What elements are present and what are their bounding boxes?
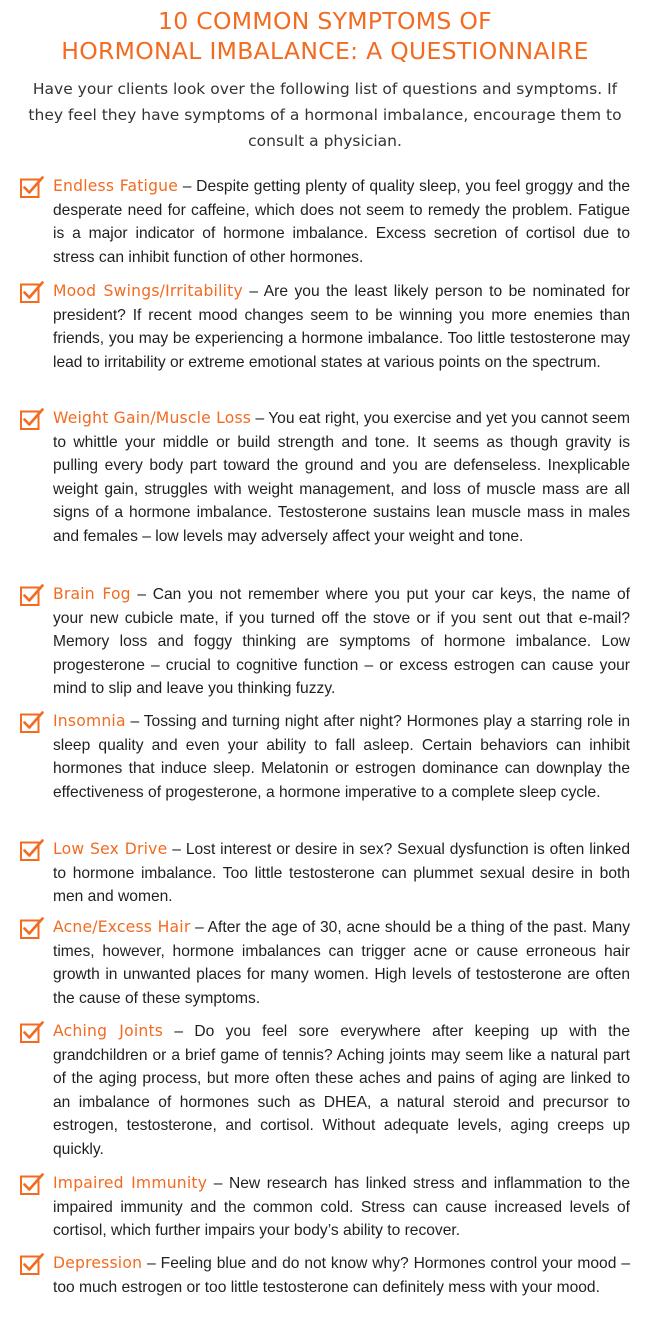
symptom-description: – Do you feel sore everywhere after keeping up with the grandchildren or a brief game of tennis? Aching joints may seem like a natural part of the aging process, but more often these aches and pains of aging are linked to an imbalance of hormones such as DHEA, a natural steroid and precursor to estrogen, testosterone, and cortisol. Without adequate levels, aging creeps up quickly. (53, 1023, 630, 1158)
symptom-description: – Can you not remember where you put your car keys, the name of your new cubicle mate, if you turned off the stove or if you sent out that e-mail? Memory loss and foggy thinking are symptoms of hormone imbalance. Low progesterone – crucial to cognitive function – or excess estrogen can cause your mind to slip and leave you thinking fuzzy. (53, 586, 630, 698)
checked-box-icon (20, 917, 44, 940)
checked-box-icon (20, 281, 44, 304)
symptom-text (53, 916, 630, 1010)
symptom-description: – After the age of 30, acne should be a thing of the past. Many times, however, hormone imbalances can trigger acne or cause erroneous hair growth in unwanted places for many women. High levels of testosterone are often the cause of these symptoms. (53, 919, 630, 1007)
page-title (0, 6, 650, 66)
symptom-heading: Brain Fog (53, 585, 131, 603)
symptom-heading: Endless Fatigue (53, 177, 179, 195)
symptom-heading: Mood Swings/Irritability (53, 282, 243, 300)
symptom-description: – New research has linked stress and inflammation to the impaired immunity and the common cold. Stress can cause increased levels of cortisol, which further impairs your body’s ability to recover. (53, 1175, 630, 1240)
symptom-heading: Aching Joints (53, 1022, 164, 1040)
symptom-text (53, 838, 630, 909)
symptom-text (53, 280, 630, 374)
symptom-heading: Low Sex Drive (53, 840, 168, 858)
checked-box-icon (20, 711, 44, 734)
symptom-text (53, 1020, 630, 1162)
symptom-description: – You eat right, you exercise and yet you cannot seem to whittle your middle or build strength and tone. It seems as though gravity is pulling every body part toward the ground and you are defenseless. Inexplicable weight gain, struggles with weight management, and loss of muscle mass are all signs of a hormone imbalance. Testosterone sustains lean muscle mass in males and females – low levels may adversely affect your weight and tone. (53, 410, 630, 545)
checked-box-icon (20, 839, 44, 862)
checked-box-icon (20, 1173, 44, 1196)
symptom-heading: Insomnia (53, 712, 126, 730)
symptom-description: – Tossing and turning night after night? Hormones play a starring role in sleep quality and even your ability to fall asleep. Certain behaviors can inhibit hormones that induce sleep. Melatonin or estrogen dominance can downplay the effectiveness of progesterone, a hormone imperative to a complete sleep cycle. (53, 713, 630, 801)
checked-box-icon (20, 1021, 44, 1044)
symptom-text (53, 407, 630, 549)
symptom-text (53, 583, 630, 701)
symptom-heading: Acne/Excess Hair (53, 918, 191, 936)
symptom-heading: Depression (53, 1254, 143, 1272)
symptom-description: – Lost interest or desire in sex? Sexual dysfunction is often linked to hormone imbalance. Too little testosterone can plummet sexual desire in both men and women. (53, 841, 630, 906)
symptom-text (53, 1252, 630, 1299)
symptom-text (53, 175, 630, 269)
checked-box-icon (20, 176, 44, 199)
title-line-1: 10 COMMON SYMPTOMS OF (158, 7, 492, 35)
title-line-2: HORMONAL IMBALANCE: A QUESTIONNAIRE (61, 37, 589, 65)
checked-box-icon (20, 408, 44, 431)
symptom-text (53, 710, 630, 804)
symptom-text (53, 1172, 630, 1243)
intro-paragraph: Have your clients look over the following list of questions and symptoms. If they feel they have symptoms of a hormonal imbalance, encourage them to consult a physician. (28, 80, 622, 150)
checked-box-icon (20, 584, 44, 607)
symptom-heading: Weight Gain/Muscle Loss (53, 409, 252, 427)
symptom-heading: Impaired Immunity (53, 1174, 208, 1192)
symptom-description: – Despite getting plenty of quality sleep, you feel groggy and the desperate need for caffeine, which does not seem to remedy the problem. Fatigue is a major indicator of hormone imbalance. Excess secretion of cortisol due to stress can inhibit function of other hormones. (53, 178, 630, 266)
symptom-description: – Feeling blue and do not know why? Hormones control your mood – too much estrogen or too little testosterone can definitely mess with your mood. (53, 1255, 630, 1296)
symptom-description: – Are you the least likely person to be nominated for president? If recent mood changes seem to be winning you more enemies than friends, you may be experiencing a hormone imbalance. Too little testosterone may lead to irritability or extreme emotional states at various points on the spectrum. (53, 283, 630, 371)
checked-box-icon (20, 1253, 44, 1276)
